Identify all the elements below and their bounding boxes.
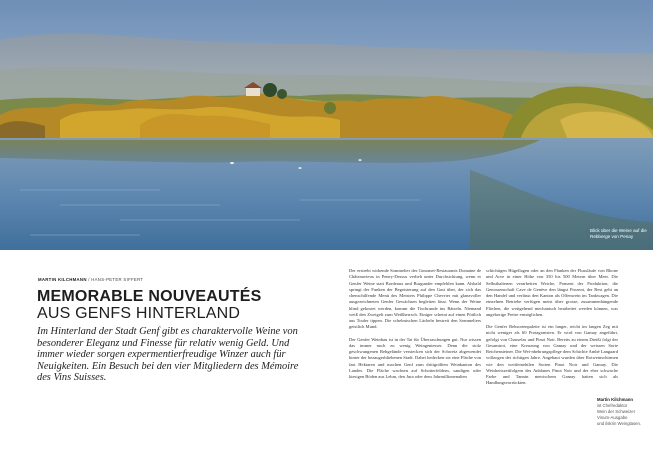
body-paragraph: Der erstrebt wirkende Sommelier des Gourmet-Restaurants Domaine de Châteauvieux in Peney-Dessus verlieh unter Durchsichtung, wenn er Genfer Weine statt Bordeaux und Burgunder empfehlen kann. Alsbald springt der Funken der Begeisterung auf den Gast über, der sich das chenschilfende Menü des Meisters Philippe Chevrier mit glanzvoller ausgezeichneten Genfer Gewächsen begleiten lässt. Wenn der Weine blind gekostet werden, kommt die Tischrunde ins Rätseln. Niemand weiß den Zweigelt zum Weißherrsch. Einiger scheint auf einen Pöttlich aus Touler tippen. Die schelmischen Lächeln bestreit den Sommeliers geistlich Mund.	[349, 268, 481, 330]
body-paragraph: Die Genfer Rebsortenpalette ist ein langer, reicht im langen Zeg mit nicht weniger als 60 Protagonisten. Er wird von Gamay angeführt, gefolgt von Chasselas und Pinot Noir. Bereits zu einem Dreißi folgt der Gesamtrot, eine Kreuzung von Gamay und der weissen Sorte Reichensteiner. Die Wei-nbehrungspflege dem Schichte Ambé Langaard vollzogen der richtigen Jahre. Angebaut wurden über Rotweinschirmen wie den weitfeinehtlen Sorten Pinot Noir und Gamay. Die Weisheitszeitfolgern des Anblanes Pinot Noir und der eher schwache Farbe und Tannin metrischem Gamay hatten sich als Handlungsvorrückten.	[486, 324, 618, 386]
author-primary: MARTIN KILCHMANN	[38, 277, 87, 282]
sidebar-line: Vinum-Ausgabe	[597, 415, 628, 421]
author-separator: /	[88, 277, 90, 282]
sidebar-line: Wein der Schweizer	[597, 409, 636, 415]
article-subtitle: AUS GENFS HINTERLAND	[37, 305, 241, 322]
photo-caption: Blick über die Weine auf die Rebberge von Penay	[590, 228, 647, 239]
sidebar-line: ist Chefredaktor	[597, 403, 628, 409]
body-paragraph: Der Genfer Weinbau ist in der Tat für Überraschungen gut. Nur wissen das immer noch zu wenig Weingeniesser. Denn die stolz geschwungenen Rebgelände verstecken sich der Schweiz abgewendet hinter der bezaugerbliebenen Stadt. Dabei bedecken sie eine Fläche von fast Hektaren und machen Genf zum drittgrößten Weinkanton des Landes. Die Fläche wachsen auf Schotterfeldern, sandigen oder kiesigen Böden aus Lehm, den Jura oder dem Jahrmillionenalten	[349, 336, 481, 379]
article-lead: Im Hinterland der Stadt Genf gibt es charaktervolle Weine von besonderer Eleganz und Finesse für relativ wenig Geld. Und immer wieder sorgen expermentierfreudige Winzer auch für Neuigkeiten. Ein Besuch bei den vier Mitgliedern des Mémoire des Vins Suisses.	[37, 326, 299, 384]
body-paragraph: schichtigen Hügellagen oder an den Flanken der Flussläufe von Rhone und Arve in einer Höhe von 350 bis 500 Metern über Meer. Die Selbsthaltenen verarbeiten Weiche, Ponsent der Produktion, die Genossenschaft Cave de Genève den längst Prozent, der Rest geht an den Handel und verlässt den Kanton als Offenwein im Tankwagen. Die einzelnen Betriebe verfügen meist über grosse, zusammenhängende Flächen, die weitgehend mechanisch bearbeitet werden können, was angeborige Preise ermöglichen.	[486, 268, 618, 317]
article-title: MEMORABLE NOUVEAUTÉS	[37, 288, 262, 305]
byline	[38, 277, 143, 282]
author-sidebar	[597, 397, 649, 427]
author-secondary: HANS-PETER SIFFERT	[91, 277, 144, 282]
body-column-2	[486, 268, 618, 393]
body-column-1	[349, 268, 481, 386]
sidebar-title: Martin Kilchmann	[597, 397, 634, 402]
sidebar-line: und ilskrin Weinglasen.	[597, 421, 642, 427]
